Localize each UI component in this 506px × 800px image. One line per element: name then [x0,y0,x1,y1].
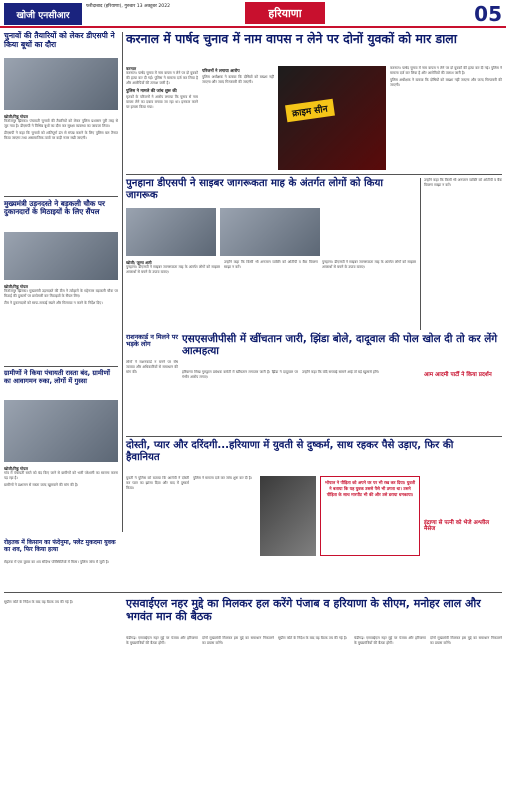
dosti-story-body [193,476,256,586]
page-number: 05 [474,2,502,26]
dosti-story-photo [260,476,316,556]
sgpc-story-headline: एसएसजीपीसी में खींचतान जारी, झिंडा बोले, दादूवाल की पोल खोल दी तो कर लेंगे आत्महत्या [182,333,498,357]
syl-story-headline: एसवाईएल नहर मुद्दे का मिलकर हल करेंगे पंजाब व हरियाणा के सीएम, मनोहर लाल और भगवंत मान की बैठक [126,597,481,623]
dsp-story-body [126,260,220,330]
story2-body [4,284,118,362]
masthead [0,0,506,28]
dsp-side-body [424,178,502,330]
indrana-headline: इंद्राणा से पत्नी को भेजे अश्लील मैसेज [424,520,490,533]
syl-story-para: चंडीगढ़। एसवाईएल नहर मुद्दे पर पंजाब और हरियाणा के मुख्यमंत्रियों की बैठक होगी। [126,636,198,645]
crime-scene-tape: क्राइम सीन [285,99,334,122]
story3-body [4,466,118,530]
dsp-story-para: उन्होंने कहा कि किसी भी अनजान व्यक्ति को ओटीपी व बैंक विवरण साझा न करें। [224,260,318,269]
dosti-story-body [126,476,189,586]
dsp-story-photo [126,208,216,256]
dsp-story-body [224,260,318,330]
syl-story-para: चंडीगढ़। एसवाईएल नहर मुद्दे पर पंजाब और हरियाणा के मुख्यमंत्रियों की बैठक होगी। [354,636,426,645]
divider [4,196,118,197]
divider [4,366,118,367]
top-story-body [126,66,198,170]
dsp-side-para: उन्होंने कहा कि किसी भी अनजान व्यक्ति को ओटीपी व बैंक विवरण साझा न करें। [424,178,502,187]
bottom-left-para: सुप्रीम कोर्ट के निर्देश के बाद यह बैठक तय की गई है। [4,600,74,604]
dosti-quote-box: भोपाल ने पीड़िता को अपने घर पर भी रख कर दिया। युवती ने बताया कि यह युवक उससे पैसे भी ठगता था। उसने पीड़िता के साथ मारपीट भी की और उसे डराया धमकाया। [320,476,420,556]
story3-headline: ग्रामीणों ने किया पंचायती रास्ता बंद, ग्रामीणों का आवागमन रुका, लोगों में गुस्सा [4,369,110,385]
syl-story-body [202,636,274,796]
dsp-story-photo-2 [220,208,320,256]
top-story-dateline: करनाल [126,66,137,71]
top-story-para: मृतकों के परिजनों ने आरोप लगाया कि चुनाव से नाम वापस लेने का दबाव बनाया जा रहा था। इनकार करने पर हमला किया गया। [126,95,198,109]
top-story-para: पुलिस अधीक्षक ने बताया कि दोषियों को बख्शा नहीं जाएगा और जल्द गिरफ्तारी की जाएगी। [202,75,274,84]
dsp-story-body [322,260,416,330]
dsp-story-para: पुनहाना। डीएसपी ने साइबर जागरूकता माह के अंतर्गत लोगों को साइबर अपराधों से बचने के उपाय बताए। [322,260,416,269]
top-story-headline: करनाल में पार्षद चुनाव में नाम वापस न लेने पर दोनों युवकों को मार डाला [126,31,457,46]
dsp-story-para: पुनहाना। डीएसपी ने साइबर जागरूकता माह के अंतर्गत लोगों को साइबर अपराधों से बचने के उपाय बताए। [126,265,220,274]
bottom-left-body [4,600,118,796]
sgpc-story-para: उन्होंने कहा कि यदि सच्चाई सामने आई तो बड़े खुलासे होंगे। [302,370,380,374]
story2-headline: मुख्यमंत्री उड़नदस्ते ने बड़कली चौक पर दुकानदारों के मिठाइयों के लिए सैंपल [4,199,105,217]
top-story-subhead: पुलिस ने मामले की जांच शुरू की [126,88,177,93]
story2-para: टीम ने दुकानदारों को साफ-सफाई रखने और मिलावट न करने के निर्देश दिए। [4,301,103,305]
story1-photo [4,58,118,110]
dosti-story-para: पुलिस ने मामला दर्ज कर जांच शुरू कर दी है। [193,476,252,480]
aap-protest-headline: आम आदमी पार्टी ने किया प्रदर्शन [424,372,492,378]
dosti-story-para: युवती ने पुलिस को बताया कि आरोपी ने दोस्ती कर प्यार का झांसा दिया और बाद में दुष्कर्म किया। [126,476,189,490]
story1-body [4,114,118,192]
divider [126,174,502,175]
column-divider [122,32,123,532]
story1-dateline: खोजी/रिंकू गोयल [4,114,28,119]
ration-story-headline: राशनकार्ड न मिलने पर भड़के लोग [126,333,178,349]
ration-story-para: लोगों ने राशनकार्ड न बनने पर रोष जताया और अधिकारियों से समाधान की मांग की। [126,360,178,374]
sgpc-story-para: हरियाणा सिख गुरुद्वारा प्रबंधक कमेटी में खींचतान लगातार जारी है। झिंडा ने दादूवाल पर गंभीर आरोप लगाए। [182,370,298,379]
syl-story-para: दोनों मुख्यमंत्री मिलकर इस मुद्दे का समाधान निकालने का प्रयास करेंगे। [430,636,502,645]
story3-para: ग्रामीणों ने प्रशासन से रास्ता जल्द खुलवाने की मांग की है। [4,483,79,487]
syl-story-body [278,636,350,796]
top-story-body-right [390,66,502,170]
story2-dateline: खोजी/रिंकू गोयल [4,284,28,289]
sgpc-story-body [182,370,298,434]
crime-scene-photo [278,66,386,170]
syl-story-body [126,636,198,796]
sgpc-story-body [302,370,418,434]
story1-para: फिरोजपुर झिरका। पंचायती चुनावों की तैयारियों को लेकर पुलिस प्रशासन पूरी तरह से जुट गया है। डीएसपी ने विभिन्न बूथों का दौरा कर सुरक्षा व्यवस्था का जायजा लिया। [4,119,118,128]
syl-story-body [430,636,502,796]
ration-story-body [126,360,178,434]
top-story-body [202,66,274,170]
story3-photo [4,400,118,462]
story3-dateline: खोजी/रिंकू गोयल [4,466,28,471]
top-story-para: करनाल। पार्षद चुनाव में नाम वापस न लेने पर दो युवकों की हत्या कर दी गई। पुलिस ने मामला दर्ज कर लिया है और आरोपियों की तलाश जारी है। [126,71,198,85]
syl-story-para: दोनों मुख्यमंत्री मिलकर इस मुद्दे का समाधान निकालने का प्रयास करेंगे। [202,636,274,645]
rohtak-story-headline: रोहतक में किसान का फंदेनुमा, फ्लेट मुकदमा युवक का शव, फिर किया हत्या [4,539,116,553]
syl-story-body [354,636,426,796]
dsp-story-dateline: खोजी/ जुम्मा अली [126,260,152,265]
story3-para: गांव में पंचायती रास्ते को बंद किए जाने से ग्रामीणों को भारी परेशानी का सामना करना पड़ रहा है। [4,471,118,480]
date-line: फरीदाबाद (हरियाणा), गुरुवार 13 अक्टूबर 2022 [86,4,171,9]
top-story-para: करनाल। पार्षद चुनाव में नाम वापस न लेने पर दो युवकों की हत्या कर दी गई। पुलिस ने मामला दर्ज कर लिया है और आरोपियों की तलाश जारी है। [390,66,502,75]
dosti-story-headline: दोस्ती, प्यार और दरिंदगी...हरियाणा में युवती से दुष्कर्म, साथ रहकर पैसे उड़ाए, फिर की हैवानियत [126,440,454,463]
dsp-story-headline: पुनहाना डीएसपी ने साइबर जागरूकता माह के अंतर्गत लोगों को किया जागरूक [126,178,384,201]
column-divider [420,178,421,330]
syl-story-para: सुप्रीम कोर्ट के निर्देश के बाद यह बैठक तय की गई है। [278,636,348,640]
story1-headline: चुनावों की तैयारियों को लेकर डीएसपी ने किया बूथों का दौरा [4,31,115,49]
newspaper-logo: खोजी एनसीआर [4,3,82,25]
rohtak-story-para: रोहतक में एक युवक का शव संदिग्ध परिस्थितियों में मिला। पुलिस जांच में जुटी है। [4,560,109,564]
top-story-subhead: परिजनों ने लगाया आरोप [202,68,240,73]
rohtak-story-body [4,560,118,590]
section-title: हरियाणा [245,2,325,24]
story2-photo [4,232,118,280]
story2-para: फिरोजपुर झिरका। मुख्यमंत्री उड़नदस्ते की टीम ने त्योहारों के मद्देनजर बड़कली चौक पर मिठाई की दुकानों पर छापेमारी कर मिठाइयों के सैंपल लिए। [4,289,118,298]
divider [4,592,502,593]
divider [126,436,502,437]
story1-para: डीएसपी ने कहा कि चुनावों को शांतिपूर्ण ढंग से संपन्न कराने के लिए पुलिस बल तैनात किया जाएगा तथा असामाजिक तत्वों पर कड़ी नजर रखी जाएगी। [4,131,118,140]
top-story-para: पुलिस अधीक्षक ने बताया कि दोषियों को बख्शा नहीं जाएगा और जल्द गिरफ्तारी की जाएगी। [390,78,502,87]
